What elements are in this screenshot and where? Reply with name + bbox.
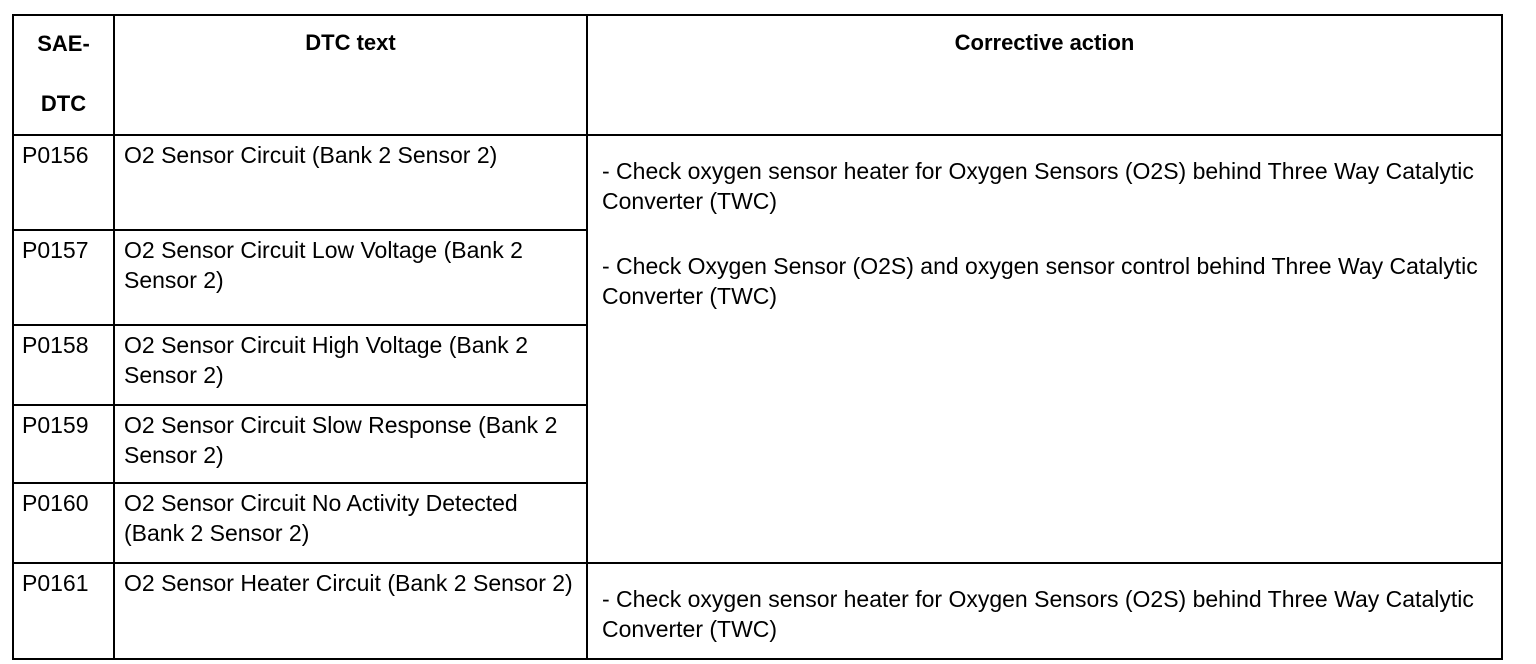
dtc-code: P0160 [22,490,89,516]
dtc-text: O2 Sensor Heater Circuit (Bank 2 Sensor 2) [124,570,573,596]
dtc-text: O2 Sensor Circuit (Bank 2 Sensor 2) [124,142,498,168]
dtc-code: P0156 [22,142,89,168]
corrective-action [588,136,1501,311]
corrective-action-item: - Check oxygen sensor heater for Oxygen Sensors (O2S) behind Three Way Catalytic Converter (TWC) [602,158,1474,214]
dtc-code-cell [13,405,114,483]
table-row [13,135,1502,230]
dtc-code: P0159 [22,412,89,438]
dtc-code: P0158 [22,332,89,358]
dtc-text-cell [114,230,587,325]
header-sae-dtc-label: SAE- DTC [37,31,90,116]
dtc-text-cell [114,405,587,483]
dtc-code-cell [13,230,114,325]
dtc-text: O2 Sensor Circuit No Activity Detected (Bank 2 Sensor 2) [124,490,518,546]
dtc-code-cell [13,135,114,230]
corrective-action-cell [587,135,1502,563]
dtc-code-cell [13,325,114,405]
header-sae-dtc [13,15,114,135]
dtc-text-cell [114,135,587,230]
dtc-table [12,14,1503,660]
dtc-text-cell [114,563,587,659]
table-header-row [13,15,1502,135]
dtc-text-cell [114,483,587,563]
corrective-action-item: - Check oxygen sensor heater for Oxygen Sensors (O2S) behind Three Way Catalytic Converter (TWC) [602,586,1474,642]
corrective-action [588,564,1501,644]
table-row [13,563,1502,659]
corrective-action-item: - Check Oxygen Sensor (O2S) and oxygen sensor control behind Three Way Catalytic Converter (TWC) [602,253,1478,309]
dtc-text-cell [114,325,587,405]
header-dtc-text [114,15,587,135]
dtc-code-cell [13,483,114,563]
dtc-code-cell [13,563,114,659]
corrective-action-cell [587,563,1502,659]
dtc-text: O2 Sensor Circuit High Voltage (Bank 2 Sensor 2) [124,332,528,388]
header-corrective-action-label: Corrective action [954,30,1135,55]
dtc-text: O2 Sensor Circuit Low Voltage (Bank 2 Sensor 2) [124,237,523,293]
dtc-text: O2 Sensor Circuit Slow Response (Bank 2 Sensor 2) [124,412,558,468]
dtc-code: P0157 [22,237,89,263]
header-dtc-text-label: DTC text [305,30,396,55]
dtc-code: P0161 [22,570,89,596]
header-corrective-action [587,15,1502,135]
